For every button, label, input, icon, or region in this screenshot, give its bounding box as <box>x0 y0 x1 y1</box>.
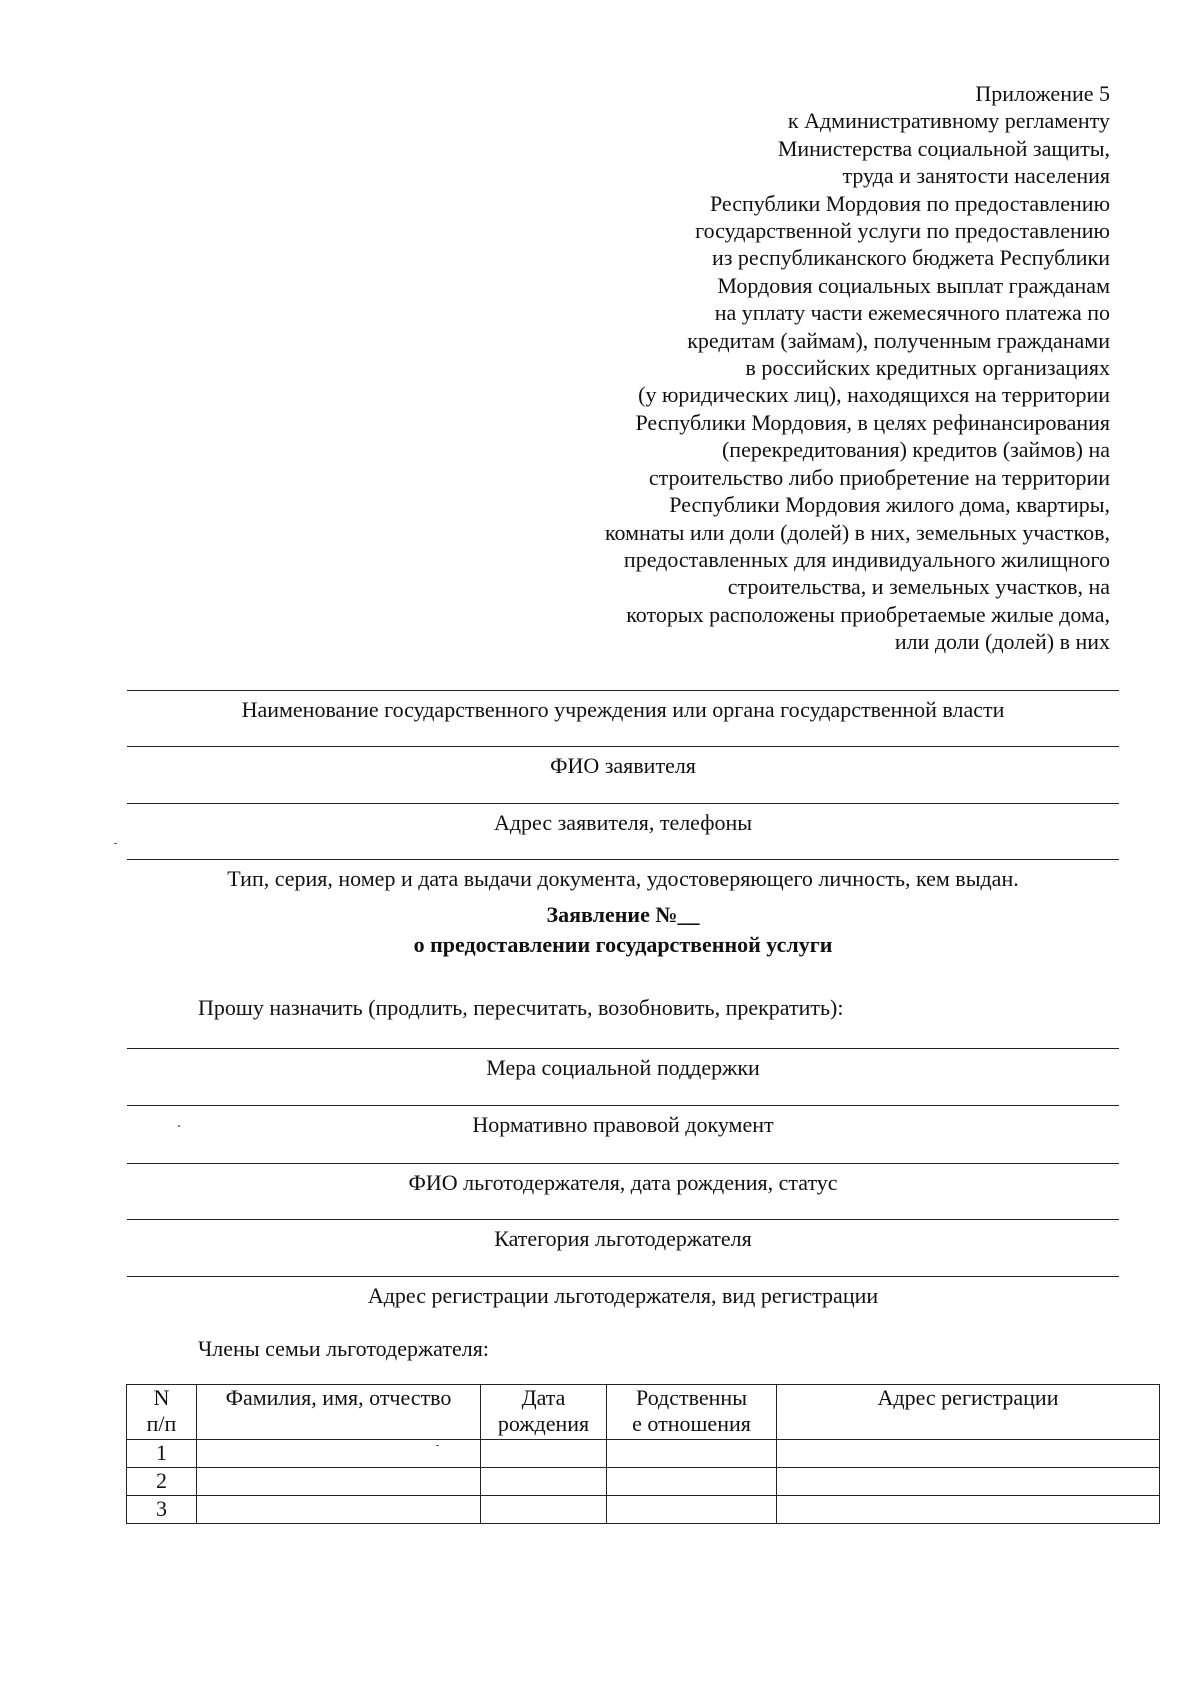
fio-cell[interactable] <box>197 1440 481 1468</box>
beneficiary-info-field[interactable] <box>127 1163 1119 1196</box>
beneficiary-category-caption: Категория льготодержателя <box>494 1226 752 1251</box>
header-address: Адрес регистрации <box>777 1385 1160 1440</box>
appendix-line: строительство либо приобретение на территории <box>648 464 1110 490</box>
header-dob-line2: рождения <box>497 1411 590 1436</box>
row-num: 3 <box>127 1496 197 1524</box>
fill-line <box>127 1219 1119 1220</box>
applicant-address-field[interactable] <box>127 803 1119 836</box>
table-header-row <box>127 1385 1160 1440</box>
fio-cell[interactable] <box>197 1468 481 1496</box>
appendix-line: к Административному регламенту <box>787 108 1110 134</box>
appendix-line: Республики Мордовия жилого дома, квартиры, <box>669 492 1110 518</box>
applicant-name-caption: ФИО заявителя <box>550 753 696 778</box>
statement-title: Заявление №__ <box>546 902 700 927</box>
table-row <box>127 1440 1160 1468</box>
institution-field[interactable] <box>127 690 1119 723</box>
registration-address-caption: Адрес регистрации льготодержателя, вид регистрации <box>367 1283 879 1308</box>
appendix-line: государственной услуги по предоставлению <box>695 218 1110 244</box>
identity-document-caption: Тип, серия, номер и дата выдачи документа, удостоверяющего личность, кем выдан. <box>227 866 1019 891</box>
row-num: 2 <box>127 1468 197 1496</box>
table-row <box>127 1468 1160 1496</box>
fill-line <box>127 803 1119 804</box>
header-num-line1: N <box>153 1385 170 1410</box>
fio-cell[interactable] <box>197 1496 481 1524</box>
identity-document-field[interactable] <box>127 859 1119 892</box>
header-fio: Фамилия, имя, отчество <box>197 1385 481 1440</box>
appendix-line: строительства, и земельных участков, на <box>727 574 1110 600</box>
address-cell[interactable] <box>777 1468 1160 1496</box>
address-cell[interactable] <box>777 1496 1160 1524</box>
appendix-line: на уплату части ежемесячного платежа по <box>714 300 1110 326</box>
appendix-line: Министерства социальной защиты, <box>777 135 1110 161</box>
legal-document-caption: Нормативно правовой документ <box>472 1112 774 1137</box>
institution-caption: Наименование государственного учреждения или органа государственной власти <box>241 697 1005 722</box>
appendix-line: в российских кредитных организациях <box>745 355 1110 381</box>
table-row <box>127 1496 1160 1524</box>
appendix-line: предоставленных для индивидуального жилищного <box>623 546 1110 572</box>
registration-address-field[interactable] <box>127 1276 1119 1309</box>
dob-cell[interactable] <box>481 1440 607 1468</box>
header-num-line2: п/п <box>146 1411 177 1436</box>
beneficiary-category-field[interactable] <box>127 1219 1119 1252</box>
appendix-header <box>470 80 1110 656</box>
fill-line <box>127 859 1119 860</box>
header-dob-line1: Дата <box>521 1385 566 1410</box>
header-relationship <box>607 1385 777 1440</box>
row-num: 1 <box>127 1440 197 1468</box>
fill-line <box>127 1048 1119 1049</box>
appendix-line: Приложение 5 <box>975 81 1110 106</box>
family-label: Члены семьи льготодержателя: <box>198 1336 489 1361</box>
dob-cell[interactable] <box>481 1496 607 1524</box>
relationship-cell[interactable] <box>607 1468 777 1496</box>
beneficiary-info-caption: ФИО льготодержателя, дата рождения, статус <box>408 1170 838 1195</box>
header-relationship-line1: Родственны <box>636 1385 747 1410</box>
legal-document-field[interactable] <box>127 1105 1119 1138</box>
dob-cell[interactable] <box>481 1468 607 1496</box>
scan-speck <box>114 843 117 844</box>
appendix-line: кредитам (займам), полученным гражданами <box>687 327 1110 353</box>
header-num <box>127 1385 197 1440</box>
support-measure-caption: Мера социальной поддержки <box>486 1055 760 1080</box>
appendix-line: которых расположены приобретаемые жилые дома, <box>626 601 1110 627</box>
fill-line <box>127 1163 1119 1164</box>
fill-line <box>127 1276 1119 1277</box>
support-measure-field[interactable] <box>127 1048 1119 1081</box>
relationship-cell[interactable] <box>607 1496 777 1524</box>
appendix-line: из республиканского бюджета Республики <box>711 245 1110 271</box>
applicant-name-field[interactable] <box>127 746 1119 779</box>
appendix-line: Мордовия социальных выплат гражданам <box>717 272 1110 298</box>
address-cell[interactable] <box>777 1440 1160 1468</box>
header-relationship-line2: е отношения <box>632 1411 751 1436</box>
fill-line <box>127 746 1119 747</box>
appendix-line: (у юридических лиц), находящихся на территории <box>638 382 1110 408</box>
request-text: Прошу назначить (продлить, пересчитать, возобновить, прекратить): <box>198 995 844 1020</box>
appendix-line: Республики Мордовия по предоставлению <box>709 190 1110 216</box>
appendix-line: или доли (долей) в них <box>894 629 1110 655</box>
applicant-address-caption: Адрес заявителя, телефоны <box>493 810 753 835</box>
appendix-line: Республики Мордовия, в целях рефинансирования <box>635 409 1110 435</box>
appendix-line: комнаты или доли (долей) в них, земельных участков, <box>604 519 1110 545</box>
appendix-line: труда и занятости населения <box>842 163 1110 189</box>
appendix-line: (перекредитования) кредитов (займов) на <box>721 437 1110 463</box>
family-members-table <box>126 1384 1160 1524</box>
header-dob <box>481 1385 607 1440</box>
fill-line <box>127 1105 1119 1106</box>
scan-speck <box>178 1125 180 1127</box>
relationship-cell[interactable] <box>607 1440 777 1468</box>
fill-line <box>127 690 1119 691</box>
statement-subtitle: о предоставлении государственной услуги <box>413 932 833 957</box>
scan-speck <box>436 1445 439 1446</box>
